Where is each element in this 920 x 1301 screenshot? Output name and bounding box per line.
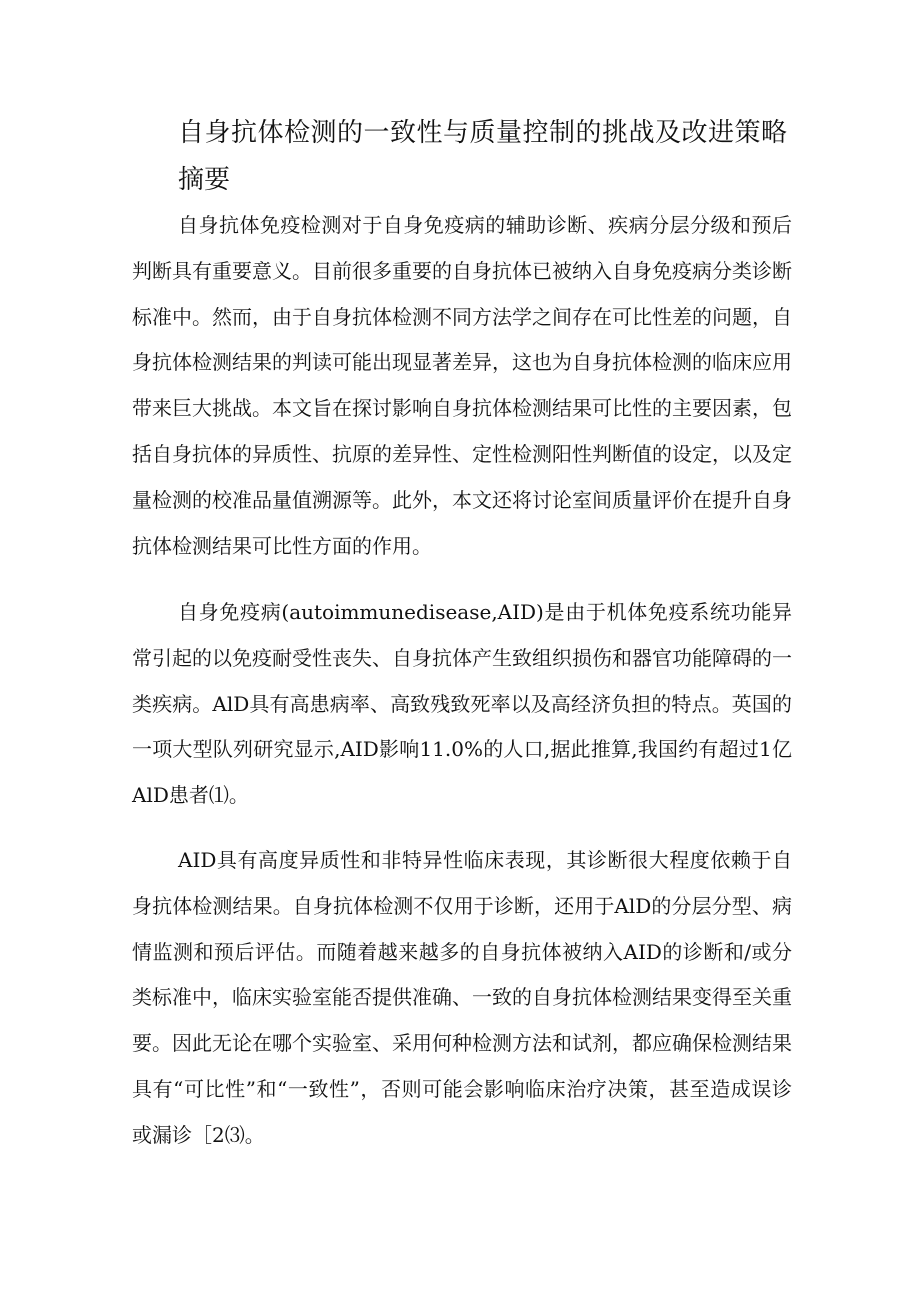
abstract-paragraph: 自身抗体免疫检测对于自身免疫病的辅助诊断、疾病分层分级和预后判断具有重要意义。目前很多重要的自身抗体已被纳入自身免疫病分类诊断标准中。然而，由于自身抗体检测不同方法学之间存在可比性差的问题，自身抗体检测结果的判读可能出现显著差异，这也为自身抗体检测的临床应用带来巨大挑战。本文旨在探讨影响自身抗体检测结果可比性的主要因素，包括自身抗体的异质性、抗原的差异性、定性检测阳性判断值的设定，以及定量检测的校准品量值溯源等。此外，本文还将讨论室间质量评价在提升自身抗体检测结果可比性方面的作用。 xyxy=(132,213,792,558)
document-title: 自身抗体检测的一致性与质量控制的挑战及改进策略 xyxy=(178,118,788,148)
body-paragraph-antibody-testing: AID具有高度异质性和非特异性临床表现，其诊断很大程度依赖于自身抗体检测结果。自身抗体检测不仅用于诊断，还用于AlD的分层分型、病情监测和预后评估。而随着越来越多的自身抗体被纳入AID的诊断和/或分类标准中，临床实验室能否提供准确、一致的自身抗体检测结果变得至关重要。因此无论在哪个实验室、采用何种检测方法和试剂，都应确保检测结果具有“可比性”和“一致性”，否则可能会影响临床治疗决策，甚至造成误诊或漏诊［2⑶。 xyxy=(132,848,792,1147)
body-paragraph-aid-definition: 自身免疫病(autoimmunedisease,AID)是由于机体免疫系统功能异常引起的以免疫耐受性丧失、自身抗体产生致组织损伤和器官功能障碍的一类疾病。AlD具有高患病率、高致残致死率以及高经济负担的特点。英国的一项大型队列研究显示,AID影响11.0%的人口,据此推算,我国约有超过1亿AlD患者⑴。 xyxy=(132,600,792,808)
abstract-heading: 摘要 xyxy=(178,165,231,195)
